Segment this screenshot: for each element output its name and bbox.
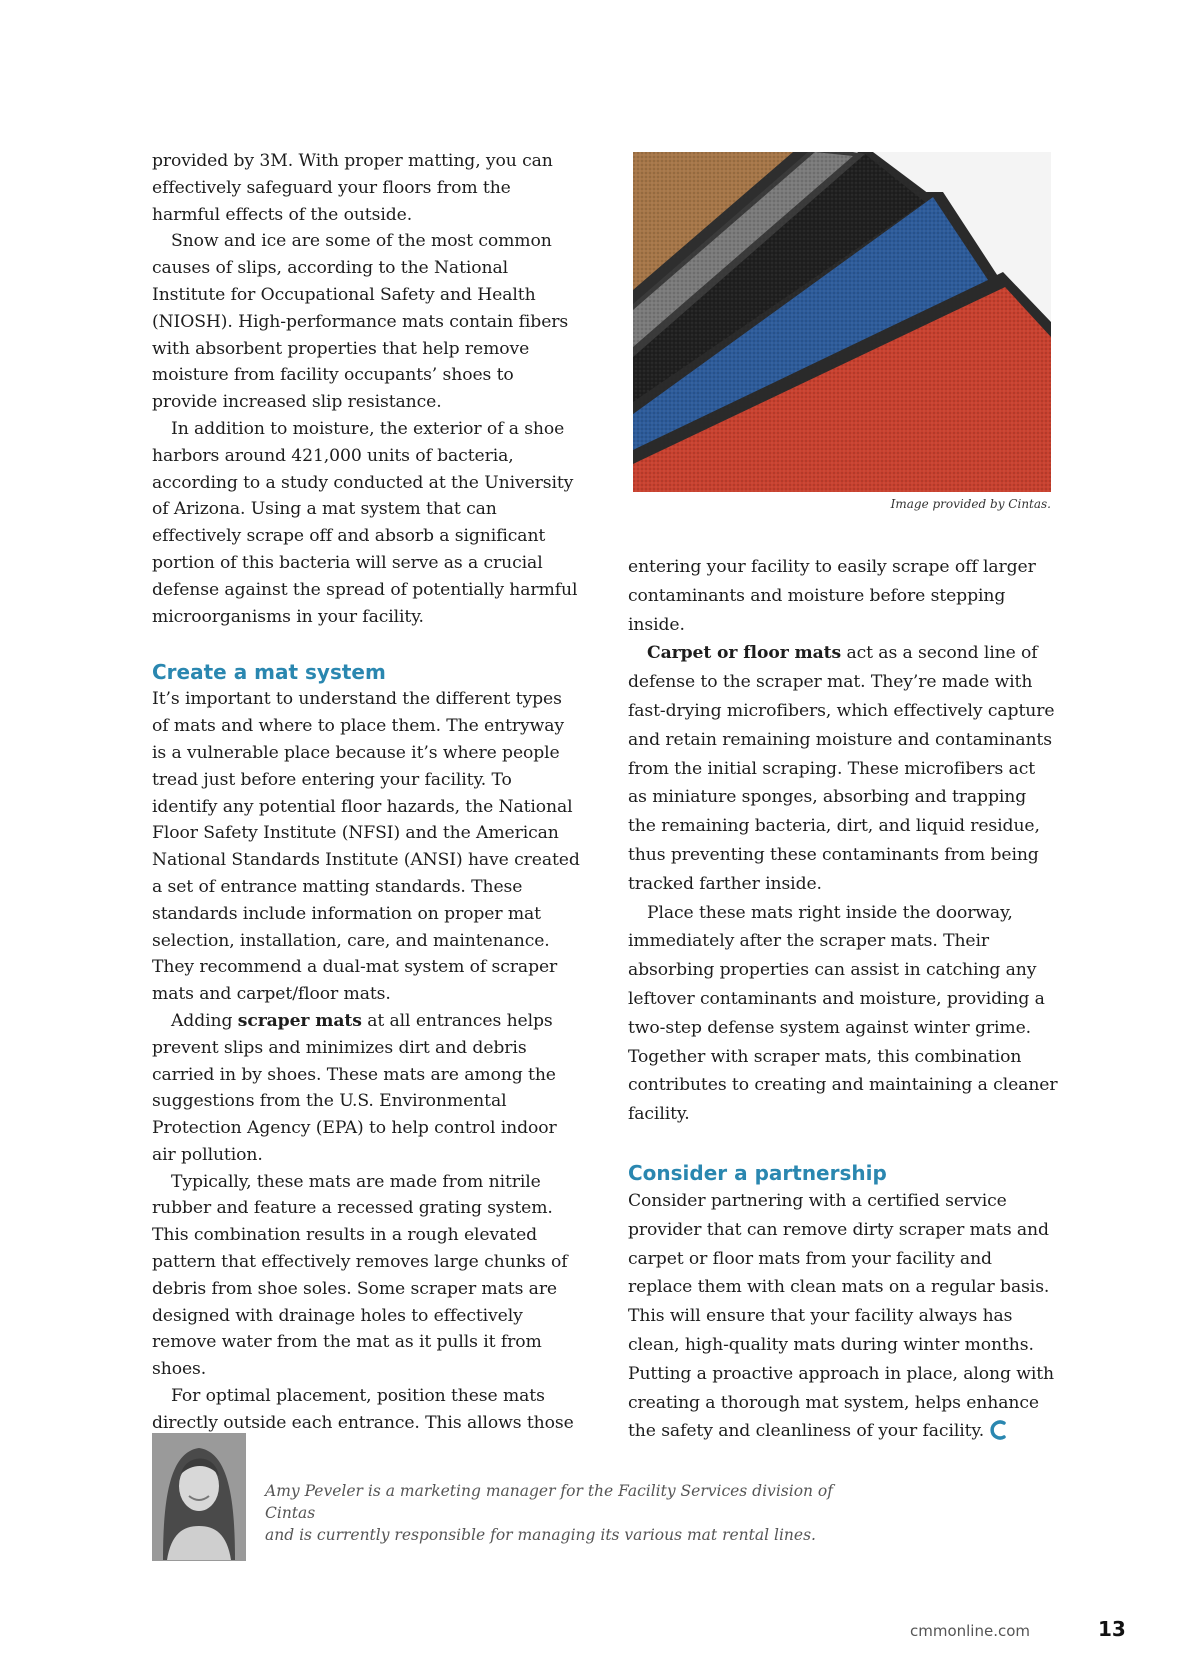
text-run: Adding (171, 1010, 238, 1031)
text-run: at all entrances helps prevent slips and minimizes dirt and debris carried in by shoes. These mats are among the suggestions from the U.S. Environmental Protection Agency (EPA) to help control indoor air pollution. (152, 1010, 557, 1165)
end-of-article-icon (990, 1420, 1006, 1450)
body-paragraph: In addition to moisture, the exterior of a shoe harbors around 421,000 units of bacteria, according to a study conducted at the University of Arizona. Using a mat system that can effectively scrape off and absorb a significant portion of this bacteria will serve as a crucial defense against the spread of potentially harmful microorganisms in your facility. (152, 418, 578, 627)
author-headshot (152, 1433, 246, 1561)
author-bio (265, 1480, 865, 1546)
right-column (628, 553, 1058, 1450)
body-paragraph: Place these mats right inside the doorway, immediately after the scraper mats. Their absorbing properties can assist in catching any leftover contaminants and moisture, providing a two-step defense system against winter grime. Together with scraper mats, this combination contributes to creating and maintaining a cleaner facility. (628, 902, 1058, 1125)
body-paragraph (152, 1008, 582, 1169)
body-paragraph: For optimal placement, position these mats directly outside each entrance. This allows those (152, 1386, 574, 1433)
stacked-mats-illustration (633, 152, 1051, 492)
page-number: 13 (1098, 1617, 1126, 1641)
body-paragraph: Typically, these mats are made from nitrile rubber and feature a recessed grating system. This combination results in a rough elevated pattern that effectively removes large chunks of debris from shoe soles. Some scraper mats are designed with drainage holes to effectively remove water from the mat as it pulls it from shoes. (152, 1171, 568, 1380)
footer-site-url[interactable]: cmmonline.com (909, 1622, 1030, 1640)
body-paragraph: entering your facility to easily scrape off larger contaminants and moisture before stepping inside. (628, 557, 1036, 635)
bio-line: Amy Peveler is a marketing manager for the Facility Services division of Cintas (265, 1482, 833, 1522)
left-column (152, 148, 582, 1437)
body-paragraph (628, 639, 1058, 898)
body-paragraph: provided by 3M. With proper matting, you can effectively safeguard your floors from the harmful effects of the outside. (152, 151, 553, 225)
section-heading-consider-partnership: Consider a partnership (628, 1160, 887, 1185)
text-run: Consider partnering with a certified service provider that can remove dirty scraper mats and carpet or floor mats from your facility and replace them with clean mats on a regular basis. This will ensure that your facility always has clean, high-quality mats during winter months. Putting a proactive approach in place, along with creating a thorough mat system, helps enhance the safety and cleanliness of your facility. (628, 1190, 1055, 1442)
body-paragraph: It’s important to understand the different types of mats and where to place them. The entryway is a vulnerable place because it’s where people tread just before entering your facility. To identify any potential floor hazards, the National Floor Safety Institute (NFSI) and the American National Standards Institute (ANSI) have created a set of entrance matting standards. These standards include information on proper mat selection, installation, care, and maintenance. They recommend a dual-mat system of scraper mats and carpet/floor mats. (152, 689, 580, 1005)
text-run: act as a second line of defense to the scraper mat. They’re made with fast-drying microfibers, which effectively capture and retain remaining moisture and contaminants from the initial scraping. These microfibers act as miniature sponges, absorbing and trapping the remaining bacteria, dirt, and liquid residue, thus preventing these contaminants from being tracked farther inside. (628, 643, 1055, 894)
section-heading-create-mat-system: Create a mat system (152, 660, 386, 685)
mats-photo (633, 152, 1051, 492)
bold-term-carpet-floor-mats: Carpet or floor mats (647, 643, 842, 664)
photo-caption: Image provided by Cintas. (890, 497, 1051, 511)
bio-line: and is currently responsible for managing its various mat rental lines. (265, 1526, 816, 1544)
body-paragraph (628, 1187, 1058, 1450)
bold-term-scraper-mats: scraper mats (237, 1010, 362, 1031)
author-portrait-illustration (153, 1434, 245, 1560)
body-paragraph: Snow and ice are some of the most common causes of slips, according to the National Institute for Occupational Safety and Health (NIOSH). High-performance mats contain fibers with absorbent properties that help remove moisture from facility occupants’ shoes to provide increased slip resistance. (152, 231, 569, 413)
